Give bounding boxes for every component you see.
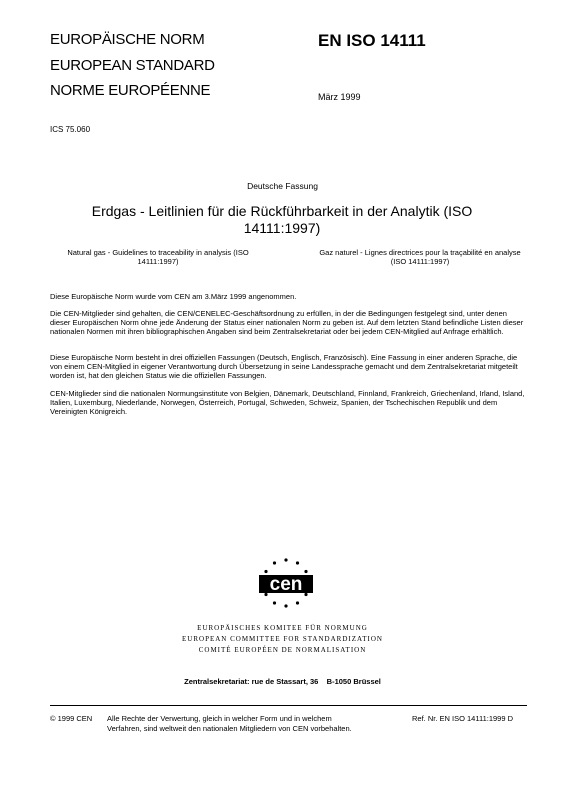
reference-number: Ref. Nr. EN ISO 14111:1999 D (412, 714, 514, 723)
english-title: Natural gas - Guidelines to traceability in analysis (ISO 14111:1997) (67, 248, 249, 266)
standard-number: EN ISO 14111 (318, 31, 426, 50)
committee-name-en: EUROPEAN COMMITTEE FOR STANDARDIZATION (182, 635, 383, 643)
rights-notice: Alle Rechte der Verwertung, gleich in welcher Form und in welchem Verfahren, sind weltweit den nationalen Mitgliedern von CEN vorbehalten. (107, 714, 352, 733)
french-title: Gaz naturel - Lignes directrices pour la traçabilité en analyse (ISO 14111:1997) (319, 248, 521, 266)
document-title: Erdgas - Leitlinien für die Rückführbarkeit in der Analytik (ISO 14111:1997) (91, 203, 473, 236)
members-paragraph: CEN-Mitglieder sind die nationalen Normungsinstitute von Belgien, Dänemark, Deutschland, Finnland, Frankreich, Griechenland, Irland, Island, Italien, Luxemburg, Niederlande, Norwegen, Österreich, Portugal, Schweden, Schweiz, Spanien, der Tschechischen Republik und dem Vereinigten Königreich. (50, 389, 525, 416)
header-line-de: EUROPÄISCHE NORM (50, 31, 205, 48)
header-line-en: EUROPEAN STANDARD (50, 57, 215, 74)
header-line-fr: NORME EUROPÉENNE (50, 82, 211, 99)
version-label: Deutsche Fassung (247, 181, 318, 191)
acceptance-paragraph: Diese Europäische Norm wurde vom CEN am 3.März 1999 angenommen. (50, 292, 297, 301)
cen-logo-text: cen (269, 574, 303, 595)
committee-name-de: EUROPÄISCHES KOMITEE FÜR NORMUNG (197, 624, 368, 632)
publication-date: März 1999 (318, 92, 361, 102)
copyright-notice: © 1999 CEN (50, 714, 93, 723)
cen-logo (256, 553, 316, 613)
ics-code: ICS 75.060 (50, 125, 91, 134)
committee-name-fr: COMITÉ EUROPÉEN DE NORMALISATION (198, 646, 367, 654)
versions-paragraph: Diese Europäische Norm besteht in drei offiziellen Fassungen (Deutsch, Englisch, Französisch). Eine Fassung in einer anderen Sprache, die von einem CEN-Mitglied in eigener Verantwortung durch Übersetzung in seine Landessprache gemacht und dem Zentralsekretariat mitgeteilt worden ist, hat den gleichen Status wie die offiziellen Fassungen. (50, 353, 518, 380)
obligations-paragraph: Die CEN-Mitglieder sind gehalten, die CEN/CENELEC-Geschäftsordnung zu erfüllen, in der die Bedingungen festgelegt sind, unter denen dieser Europäischen Norm ohne jede Änderung der Status einer nationalen Norm zu geben ist. Auf dem letzten Stand befindliche Listen dieser nationalen Normen mit ihren bibliographischen Angaben sind beim Zentralsekretariat oder bei jedem CEN-Mitglied auf Anfrage erhältlich. (50, 309, 524, 336)
footer-divider (50, 705, 527, 706)
secretariat-address: Zentralsekretariat: rue de Stassart, 36 B-1050 Brüssel (184, 677, 381, 686)
